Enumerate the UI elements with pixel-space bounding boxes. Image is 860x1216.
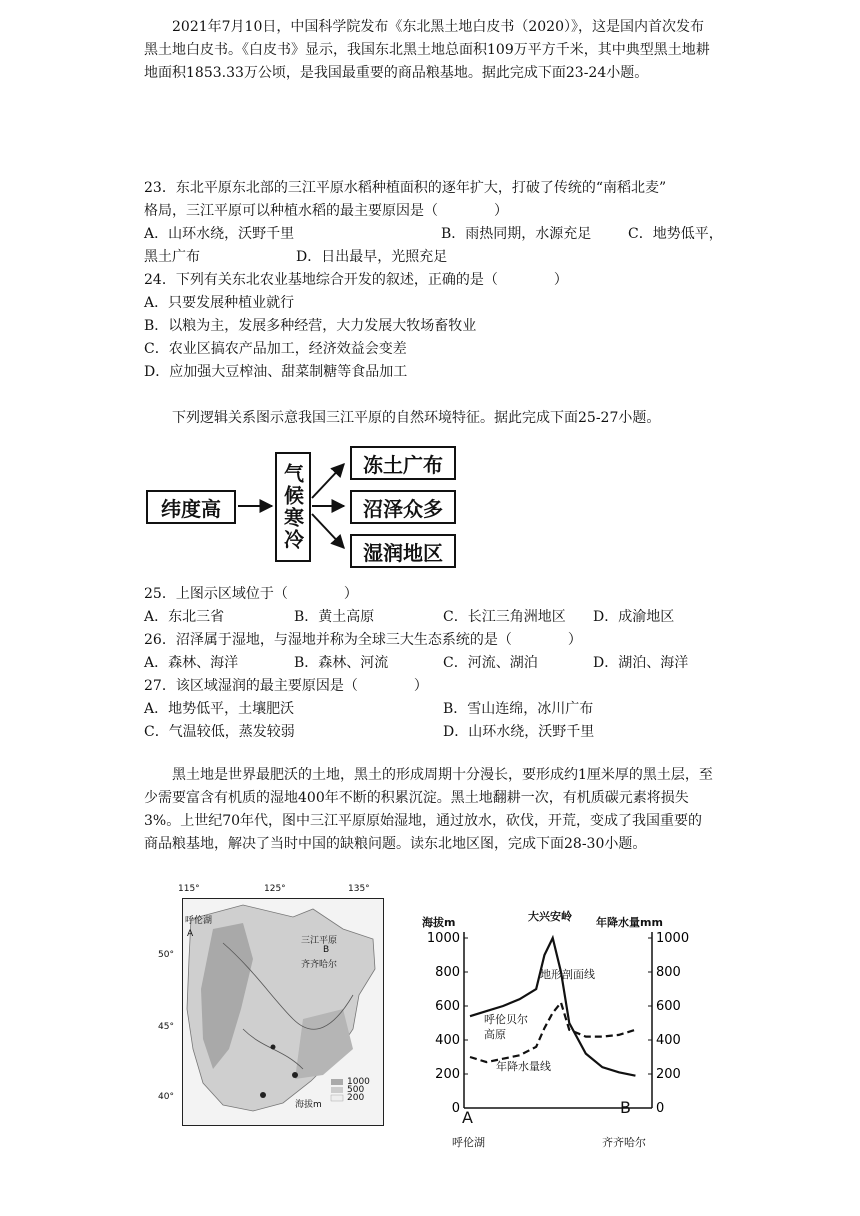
chart-point-a: A <box>462 1108 473 1127</box>
right-tick-label: 1000 <box>656 931 690 946</box>
chart-precip-line-label: 年降水量线 <box>496 1060 551 1073</box>
q25-option-a: A．东北三省 <box>144 609 225 625</box>
map-legend-title: 海拔m <box>295 1100 322 1110</box>
q27-option-a: A．地势低平，土壤肥沃 <box>144 701 295 717</box>
q23-option-c: C．地势低平， <box>628 226 723 242</box>
map-point-b: B <box>323 945 330 955</box>
lon-label-135: 135° <box>348 884 370 894</box>
q24-option-b: B．以粮为主，发展多种经营，大力发展大牧场畜牧业 <box>144 318 477 334</box>
lat-label-50: 50° <box>158 950 174 960</box>
left-tick-label: 800 <box>435 965 460 980</box>
q26-option-d: D．湖泊、海洋 <box>593 655 689 671</box>
map-lake-label: 呼伦湖 <box>185 916 213 926</box>
right-tick-label: 600 <box>656 999 681 1014</box>
q25-stem: 25．上图示区域位于（ ） <box>144 586 358 602</box>
q25-option-c: C．长江三角洲地区 <box>443 609 566 625</box>
lon-label-125: 125° <box>264 884 286 894</box>
chart-place-b: 齐齐哈尔 <box>602 1136 646 1149</box>
map-legend-1000: 1000 <box>347 1077 370 1087</box>
arrow-to-humid <box>312 514 344 548</box>
q23-stem-line1: 23．东北平原东北部的三江平原水稻种植面积的逐年扩大，打破了传统的“南稻北麦” <box>144 180 667 196</box>
chart-place-a: 呼伦湖 <box>452 1136 485 1149</box>
box-high-latitude: 纬度高 <box>146 490 236 524</box>
left-tick-label: 1000 <box>426 931 460 946</box>
profile-chart-svg <box>418 908 698 1158</box>
q24-stem: 24．下列有关东北农业基地综合开发的叙述，正确的是（ ） <box>144 272 568 288</box>
map-region-label: 三江平原 <box>301 936 338 946</box>
q27-option-b: B．雪山连绵，冰川广布 <box>443 701 594 717</box>
lat-label-40: 40° <box>158 1092 174 1102</box>
chart-left-axis-title: 海拔m <box>422 916 456 929</box>
intro-paragraph-2: 下列逻辑关系图示意我国三江平原的自然环境特征。据此完成下面25-27小题。 <box>172 410 661 426</box>
q23-stem-line2: 格局，三江平原可以种植水稻的最主要原因是（ ） <box>144 203 508 219</box>
q26-option-c: C．河流、湖泊 <box>443 655 538 671</box>
lon-label-115: 115° <box>178 884 200 894</box>
box-swamps: 沼泽众多 <box>350 490 456 524</box>
q26-option-b: B．森林、河流 <box>294 655 389 671</box>
left-tick-label: 0 <box>451 1101 460 1116</box>
q23-option-b: B．雨热同期，水源充足 <box>441 226 592 242</box>
chart-peak-label: 大兴安岭 <box>528 910 572 923</box>
right-tick-label: 400 <box>656 1033 681 1048</box>
profile-chart <box>418 908 698 1158</box>
box-cold-climate: 气候寒冷 <box>275 452 311 562</box>
q25-option-b: B．黄土高原 <box>294 609 375 625</box>
intro-paragraph-3: 黑土地是世界最肥沃的土地，黑土的形成周期十分漫长，要形成约1厘米厚的黑土层，至少需要富含有机质的湿地400年不断的积累沉淀。黑土地翻耕一次，有机质碳元素将损失3%。上世纪70年代，图中三江平原原始湿地，通过放水，砍伐，开荒，变成了我国重要的商品粮基地，解决了当时中国的缺粮问题。读东北地区图，完成下面28-30小题。 <box>144 767 713 852</box>
map-legend-200: 200 <box>347 1093 365 1103</box>
q23-option-a: A．山环水绕，沃野千里 <box>144 226 295 242</box>
q23-option-d: D．日出最早，光照充足 <box>296 249 448 265</box>
map-point-a: A <box>187 929 194 939</box>
chart-point-b: B <box>620 1098 631 1117</box>
right-tick-label: 0 <box>656 1101 665 1116</box>
q24-option-a: A．只要发展种植业就行 <box>144 295 295 311</box>
q27-option-c: C．气温较低，蒸发较弱 <box>144 724 295 740</box>
box-frozen-soil: 冻土广布 <box>350 446 456 480</box>
q26-option-a: A．森林、海洋 <box>144 655 239 671</box>
left-tick-label: 400 <box>435 1033 460 1048</box>
chart-right-axis-title: 年降水量mm <box>596 916 663 929</box>
map-city-label: 齐齐哈尔 <box>301 960 338 970</box>
box-humid-area: 湿润地区 <box>350 534 456 568</box>
arrow-to-frozen <box>312 464 344 498</box>
left-tick-label: 200 <box>435 1067 460 1082</box>
chart-terrain-line-label: 地形剖面线 <box>540 968 595 981</box>
intro-paragraph-1: 2021年7月10日，中国科学院发布《东北黑土地白皮书（2020）》，这是国内首次发布黑土地白皮书。《白皮书》显示，我国东北黑土地总面积109万平方千米，其中典型黑土地耕地面积1853.33万公顷，是我国最重要的商品粮基地。据此完成下面23-24小题。 <box>144 19 710 81</box>
q25-option-d: D．成渝地区 <box>593 609 675 625</box>
q24-option-d: D．应加强大豆榨油、甜菜制糖等食品加工 <box>144 364 408 380</box>
q26-stem: 26．沼泽属于湿地，与湿地并称为全球三大生态系统的是（ ） <box>144 632 582 648</box>
logic-diagram <box>144 442 474 582</box>
q23-option-c-cont: 黑土广布 <box>144 249 200 265</box>
right-tick-label: 800 <box>656 965 681 980</box>
q27-option-d: D．山环水绕，沃野千里 <box>443 724 595 740</box>
lat-label-45: 45° <box>158 1022 174 1032</box>
chart-plateau-label: 呼伦贝尔高原 <box>484 1013 528 1041</box>
left-tick-label: 600 <box>435 999 460 1014</box>
terrain-profile-line <box>470 938 635 1076</box>
northeast-map-figure <box>158 884 390 1144</box>
q27-stem: 27．该区域湿润的最主要原因是（ ） <box>144 678 428 694</box>
map-legend-500: 500 <box>347 1085 365 1095</box>
right-tick-label: 200 <box>656 1067 681 1082</box>
q24-option-c: C．农业区搞农产品加工，经济效益会变差 <box>144 341 407 357</box>
map-frame <box>182 898 384 1126</box>
